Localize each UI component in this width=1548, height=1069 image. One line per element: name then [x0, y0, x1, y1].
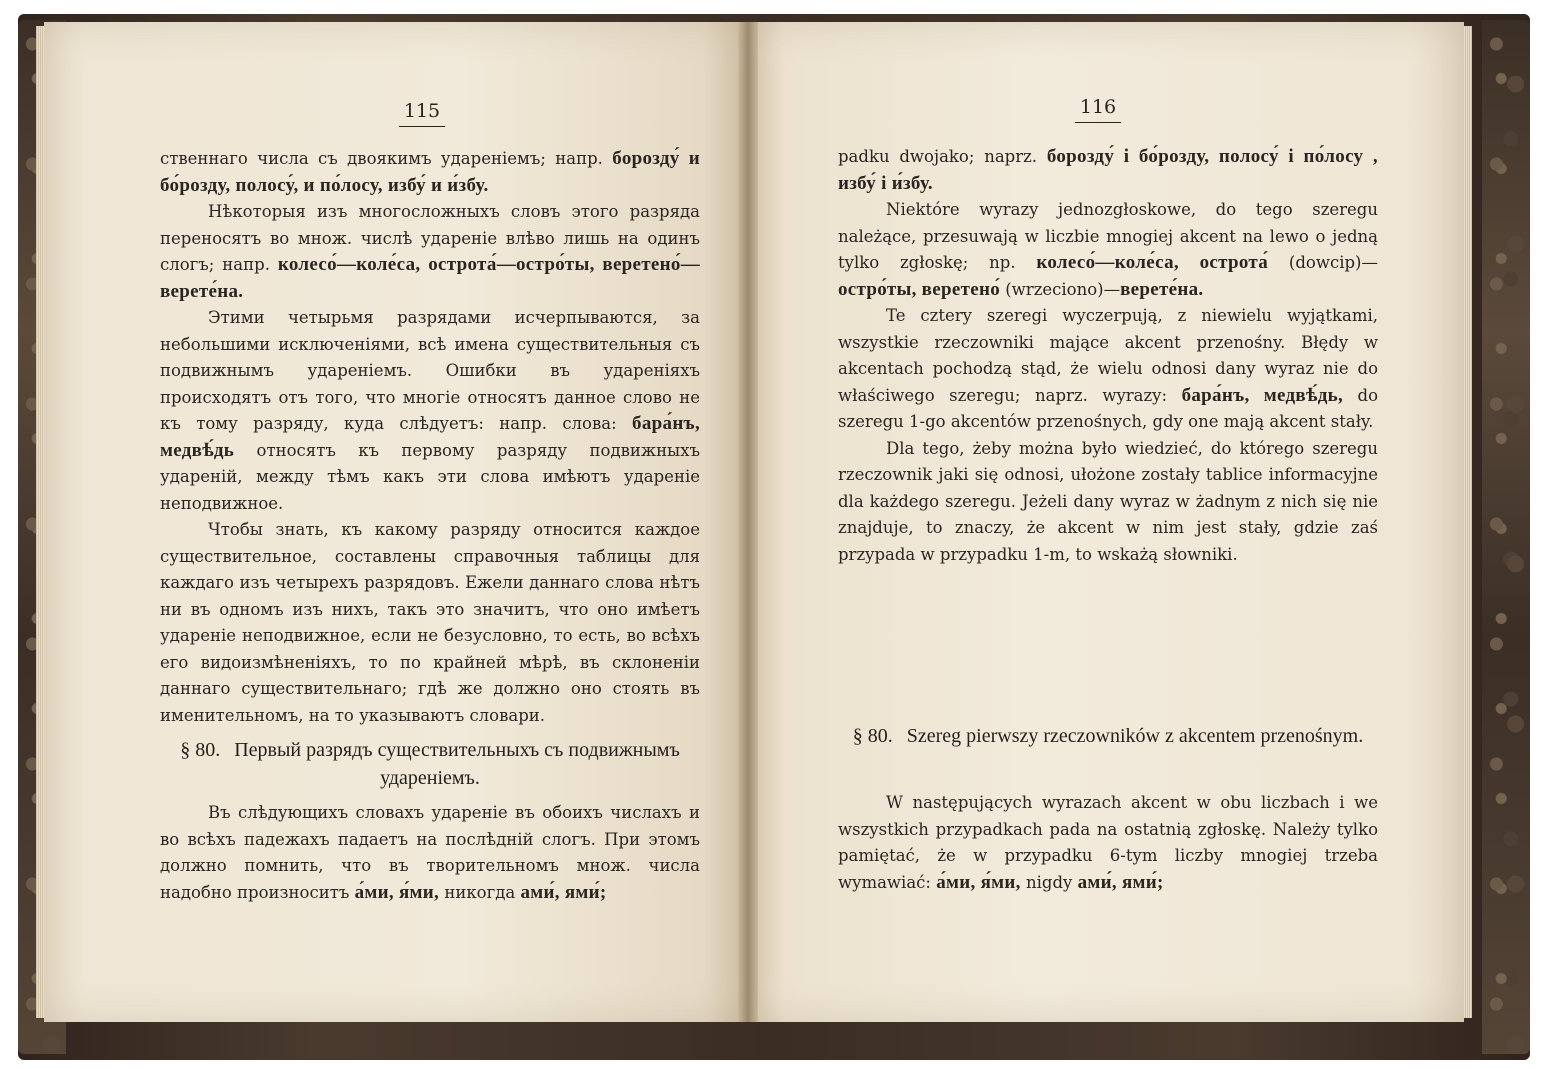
right-page-number: 116: [1058, 96, 1138, 123]
text-run: W następujących wyrazach akcent w obu liczbach i we wszystkich przypadkach pada na ostatnią zgłoskę. Należy tylko pamiętać, że w przypadku 6-tym liczby mnogiej trzeba wymawiać:: [838, 793, 1378, 892]
text-run: Te cztery szeregi wyczerpują, z niewielu wyjątkami, wszystkie rzeczowniki mające akcent przenośny. Błędy w akcentach pochodzą stąd, że wielu odnosi dany wyraz nie do właściwego szeregu; naprz. wyrazy:: [838, 306, 1378, 405]
section-mark: § 80.: [852, 725, 893, 747]
emphasized-word: остро́ты, веретено́: [838, 278, 1000, 300]
section-mark: § 80.: [180, 739, 221, 761]
left-paragraph: [160, 517, 700, 729]
right-paragraph: [838, 436, 1378, 569]
text-run: Niektóre wyrazy jednozgłoskowe, do tego szeregu należące, przesuwają w liczbie mnogiej akcent na lewo o jedną tylko zgłoskę; np.: [838, 200, 1378, 272]
text-run: относятъ къ первому разряду подвижныхъ удареній, между тѣмъ какъ эти слова имѣютъ удареніе неподвижное.: [160, 440, 700, 513]
cover-marbled-right: [1482, 20, 1530, 1054]
text-run: Въ слѣдующихъ словахъ удареніе въ обоихъ числахъ и во всѣхъ падежахъ падаетъ на послѣдній слогъ. При этомъ должно помнить, что въ творительномъ множ. числа надобно произноситъ: [160, 803, 700, 902]
right-paragraph: [838, 790, 1378, 896]
right-section-heading: [838, 722, 1378, 750]
left-paragraph: [160, 146, 700, 199]
emphasized-word: борозду́ i бо́розду, полосу́ i по́лосу , избу́ i и́збу.: [838, 146, 1378, 194]
right-page-body: [838, 144, 1378, 568]
emphasized-word: бара́нъ, медвѣ́дь: [160, 413, 700, 461]
text-run: ственнаго числа съ двоякимъ удареніемъ; напр.: [160, 149, 613, 168]
emphasized-word: верете́на.: [1120, 278, 1204, 300]
left-paragraph: [160, 800, 700, 906]
left-page-body: [160, 146, 700, 729]
text-run: Чтобы знать, къ какому разряду относится каждое существительное, составлены справочныя таблицы для каждаго изъ четырехъ разрядовъ. Ежели даннаго слова нѣтъ ни въ одномъ изъ нихъ, такъ это значитъ, что оно имѣетъ удареніе неподвижное, если не безусловно, то есть, во всѣхъ его видоизмѣненіяхъ, то по крайней мѣрѣ, въ склоненіи даннаго существительнаго; гдѣ же должно оно стоять въ именительномъ, на то указываютъ словари.: [160, 520, 700, 725]
emphasized-word: ами́, ями́;: [520, 881, 607, 903]
right-paragraph: [838, 303, 1378, 436]
left-page-body-continued: [160, 800, 700, 906]
text-run: Этими четырьмя разрядами исчерпываются, за небольшими исключеніями, всѣ имена существительныя съ подвижнымъ удареніемъ. Ошибки въ удареніяхъ происходятъ отъ того, что многіе относятъ данное слово не къ тому разряду, куда слѣдуетъ: напр. слова:: [160, 308, 700, 433]
left-paragraph: [160, 305, 700, 517]
left-paragraph: [160, 199, 700, 305]
text-run: никогда: [439, 882, 521, 902]
text-run: nigdy: [1020, 872, 1078, 892]
section-title: Szereg pierwszy rzeczowników z akcentem przenośnym.: [906, 725, 1364, 747]
emphasized-word: ами́, ями́;: [1077, 871, 1164, 893]
text-run: Dla tego, żeby można było wiedzieć, do którego szeregu rzeczownik jaki się odnosi, ułożone zostały tablice informacyjne dla każdego szeregu. Jeżeli dany wyraz w żadnym z nich się nie znajduje, to znaczy, że akcent w nim jest stały, gdzie zaś przypada w przypadku 1-m, to wskażą słowniki.: [838, 438, 1378, 564]
emphasized-word: а́ми, я́ми,: [936, 871, 1021, 893]
text-run: Нѣкоторыя изъ многосложныхъ словъ этого разряда переносятъ во множ. числѣ удареніе влѣво лишь на одинъ слогъ; напр.: [160, 202, 700, 274]
emphasized-word: бара́нъ, медвѣ́дь,: [1181, 384, 1344, 406]
text-run: (wrzeciono)—: [1000, 279, 1121, 299]
left-section-heading: [160, 736, 700, 792]
text-run: do szeregu 1-go akcentów przenośnych, gdy one mają akcent stały.: [838, 385, 1378, 431]
left-page-number: 115: [382, 100, 462, 127]
right-paragraph: [838, 144, 1378, 197]
right-paragraph: [838, 197, 1378, 303]
emphasized-word: колесо́—коле́са, острота́—остро́ты, веретено́—верете́на.: [160, 254, 700, 302]
section-title: Первый разрядъ существительныхъ съ подвижнымъ удареніемъ.: [234, 739, 680, 789]
book-gutter: [738, 22, 758, 1022]
emphasized-word: колесо́—коле́са, острота́: [1036, 252, 1269, 273]
text-run: padku dwojako; naprz.: [838, 147, 1047, 166]
right-page-body-continued: [838, 790, 1378, 896]
text-run: (dowcip)—: [1268, 253, 1378, 272]
emphasized-word: борозду́ и бо́розду, полосу́, и по́лосу, избу́ и и́збу.: [160, 148, 701, 196]
emphasized-word: а́ми, я́ми,: [354, 881, 440, 903]
